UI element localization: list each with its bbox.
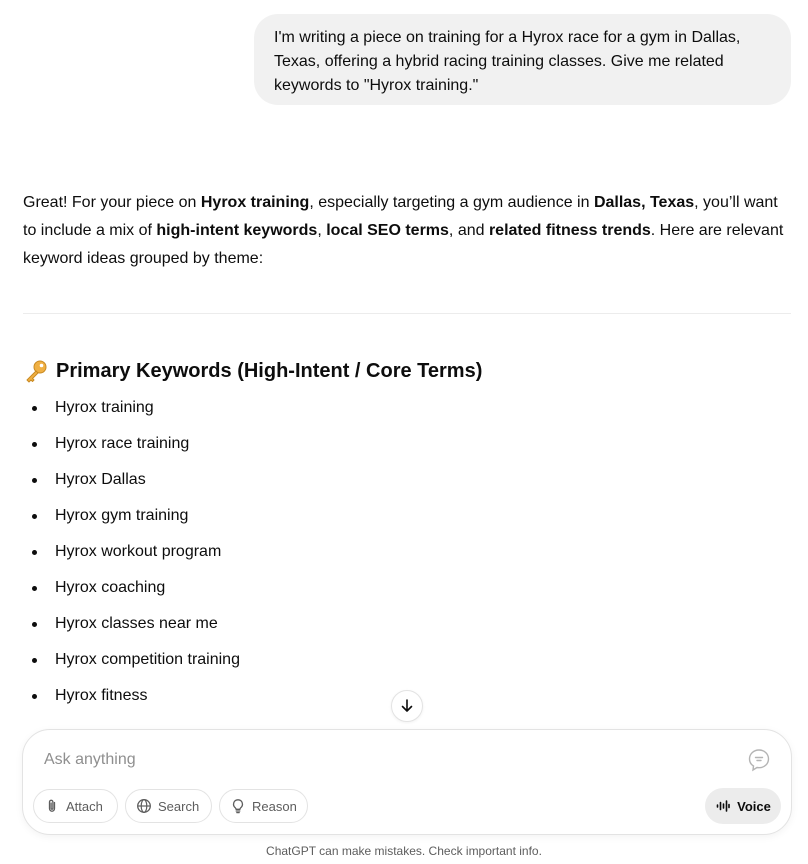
intro-text: , bbox=[317, 222, 327, 239]
keyword-text: Hyrox workout program bbox=[55, 543, 222, 560]
dictate-icon[interactable] bbox=[746, 747, 772, 773]
bullet-dot-icon bbox=[32, 658, 37, 663]
section-divider bbox=[23, 313, 791, 314]
intro-text: , you’ll want to include a mix of bbox=[23, 194, 778, 239]
bullet-dot-icon bbox=[32, 550, 37, 555]
lightbulb-icon bbox=[230, 798, 246, 814]
keyword-list-item bbox=[23, 646, 240, 682]
intro-text: , especially targeting a gym audience in bbox=[309, 194, 594, 211]
section-title: Primary Keywords (High-Intent / Core Terms) bbox=[56, 360, 483, 382]
intro-bold: local SEO terms bbox=[326, 222, 449, 239]
intro-text: Great! For your piece on bbox=[23, 194, 201, 211]
scroll-down-button[interactable] bbox=[391, 690, 423, 722]
keyword-list bbox=[23, 394, 240, 718]
disclaimer: ChatGPT can make mistakes. Check important info. bbox=[266, 844, 542, 858]
keyword-list-item bbox=[23, 466, 240, 502]
bullet-dot-icon bbox=[32, 406, 37, 411]
bullet-dot-icon bbox=[32, 586, 37, 591]
bullet-dot-icon bbox=[32, 478, 37, 483]
keyword-text: Hyrox fitness bbox=[55, 687, 148, 704]
keyword-text: Hyrox training bbox=[55, 399, 154, 416]
intro-text: . Here are relevant keyword ideas grouped by theme: bbox=[23, 222, 784, 267]
keyword-text: Hyrox coaching bbox=[55, 579, 166, 596]
search-button[interactable] bbox=[125, 789, 212, 823]
bullet-dot-icon bbox=[32, 694, 37, 699]
user-message-bubble bbox=[254, 14, 791, 105]
intro-bold: Hyrox training bbox=[200, 194, 310, 211]
keyword-list-item bbox=[23, 394, 240, 430]
voice-button[interactable] bbox=[705, 788, 781, 824]
search-label: Search bbox=[158, 798, 200, 814]
voice-wave-icon bbox=[715, 798, 731, 814]
paperclip-icon bbox=[44, 798, 60, 814]
intro-bold: high-intent keywords bbox=[156, 222, 318, 239]
reason-label: Reason bbox=[252, 798, 297, 814]
keyword-list-item bbox=[23, 430, 240, 466]
section-heading bbox=[23, 356, 482, 386]
prompt-input[interactable] bbox=[44, 748, 724, 772]
intro-text: , and bbox=[448, 222, 489, 239]
user-message-text: I'm writing a piece on training for a Hyrox race for a gym in Dallas, Texas, offering a hybrid racing training classes. Give me related keywords to "Hyrox training." bbox=[274, 29, 741, 94]
keyword-text: Hyrox race training bbox=[55, 435, 190, 452]
keyword-list-item bbox=[23, 682, 240, 718]
keyword-text: Hyrox classes near me bbox=[55, 615, 218, 632]
keyword-text: Hyrox Dallas bbox=[55, 471, 146, 488]
keyword-list-item bbox=[23, 502, 240, 538]
bullet-dot-icon bbox=[32, 514, 37, 519]
intro-bold: Dallas, Texas bbox=[593, 194, 695, 211]
keyword-list-item bbox=[23, 574, 240, 610]
intro-bold: related fitness trends bbox=[488, 222, 651, 239]
key-icon bbox=[23, 358, 49, 384]
bullet-dot-icon bbox=[32, 622, 37, 627]
bullet-dot-icon bbox=[32, 442, 37, 447]
reason-button[interactable] bbox=[219, 789, 308, 823]
voice-label: Voice bbox=[737, 798, 771, 814]
globe-icon bbox=[136, 798, 152, 814]
assistant-intro bbox=[23, 189, 793, 273]
keyword-list-item bbox=[23, 610, 240, 646]
keyword-text: Hyrox competition training bbox=[55, 651, 240, 668]
attach-button[interactable] bbox=[33, 789, 118, 823]
arrow-down-icon bbox=[399, 698, 415, 714]
attach-label: Attach bbox=[66, 798, 103, 814]
assistant-message bbox=[23, 189, 793, 273]
keyword-text: Hyrox gym training bbox=[55, 507, 189, 524]
keyword-list-item bbox=[23, 538, 240, 574]
composer bbox=[22, 729, 792, 835]
